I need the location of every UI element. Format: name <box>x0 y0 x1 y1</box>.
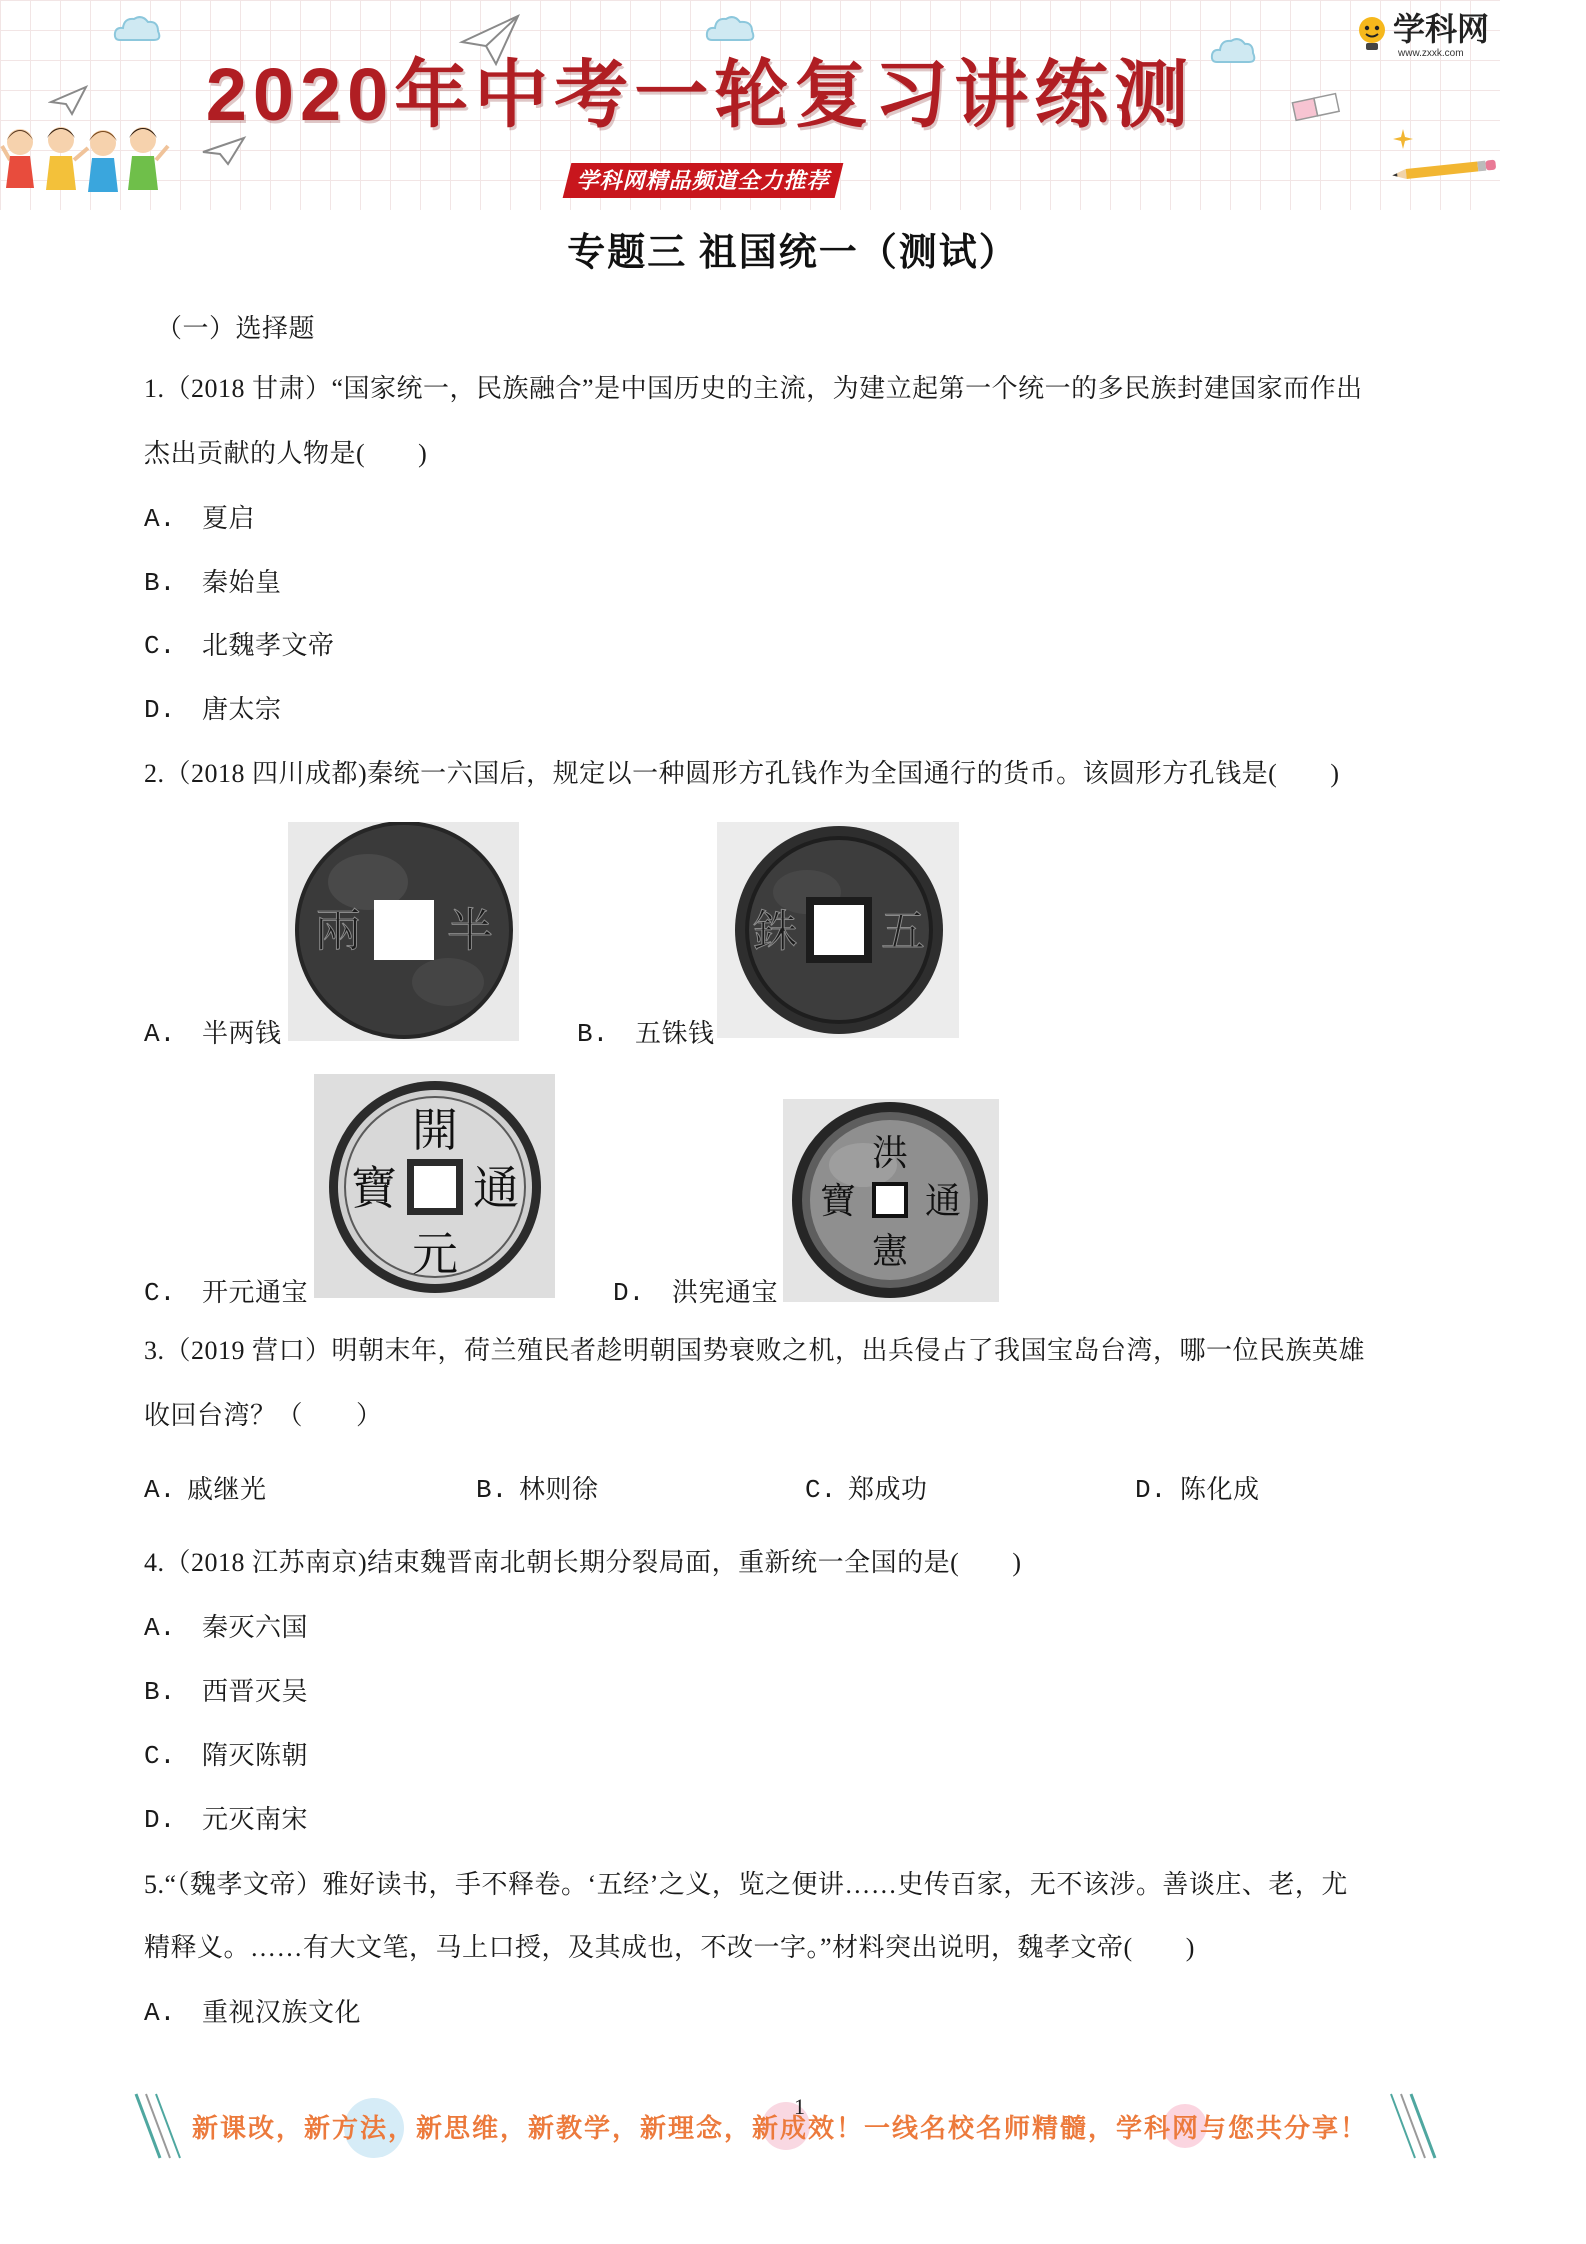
coin-image-wuzhu <box>717 822 959 1038</box>
coin-image-hongxian <box>783 1099 999 1302</box>
option-text: 元灭南宋 <box>202 1805 309 1834</box>
question-text: 3.（2019 营口）明朝末年，荷兰殖民者趁明朝国势衰败之机，出兵侵占了我国宝岛台湾，哪一位民族英雄 <box>144 1336 1366 1365</box>
option-letter: D. <box>613 1278 645 1308</box>
coin-inscription: 洪 <box>871 1133 909 1174</box>
footer-slash-decoration <box>1385 2092 1441 2162</box>
coin-image-banliang <box>288 822 519 1041</box>
coin-inscription: 憲 <box>871 1231 909 1272</box>
question-text: 精释义。……有大文笔，马上口授，及其成也，不改一字。”材料突出说明，魏孝文帝( ) <box>144 1933 1195 1962</box>
option-letter: C. <box>144 1741 176 1771</box>
coin-inscription: 寶 <box>351 1161 397 1215</box>
paper-airplane-icon <box>48 84 90 118</box>
option-letter: A. <box>144 1019 176 1049</box>
option-letter: C. <box>144 1278 176 1308</box>
coin-inscription: 開 <box>412 1103 458 1157</box>
pencil-icon <box>1388 156 1500 184</box>
coin-inscription: 銖 <box>753 906 797 957</box>
coin-inscription: 元 <box>412 1227 458 1281</box>
option-letter: A. <box>144 1475 176 1505</box>
option-text: 北魏孝文帝 <box>202 631 335 660</box>
coin-image-kaiyuan <box>314 1074 555 1298</box>
kid-figure <box>2 129 34 188</box>
option-letter: C. <box>805 1475 837 1505</box>
footer-slogan: 新课改，新方法，新思维，新教学，新理念，新成效！一线名校名师精髓，学科网与您共分享！ <box>192 2113 1369 2143</box>
coin-inscription: 通 <box>473 1161 519 1215</box>
option-text: 半两钱 <box>202 1019 282 1048</box>
option-letter: A. <box>144 1613 176 1643</box>
page-number: 1 <box>794 2094 805 2119</box>
site-logo: 学科网 <box>1393 11 1490 47</box>
option-letter: A. <box>144 504 176 534</box>
option-text: 夏启 <box>202 504 256 533</box>
option-text: 唐太宗 <box>202 695 282 724</box>
option-letter: B. <box>577 1019 609 1049</box>
kids-illustration <box>0 116 170 200</box>
option-text: 开元通宝 <box>202 1278 309 1307</box>
question-text: 杰出贡献的人物是( ) <box>144 439 428 468</box>
option-letter: C. <box>144 631 176 661</box>
eraser-icon <box>1288 90 1344 126</box>
option-letter: B. <box>144 1677 176 1707</box>
kid-figure <box>46 127 88 190</box>
section-heading: （一）选择题 <box>156 314 316 343</box>
question-text: 5.“（魏孝文帝）雅好读书，手不释卷。‘五经’之义，览之便讲……史传百家，无不该涉。善谈庄、老，尤 <box>144 1870 1348 1899</box>
coin-inscription: 寶 <box>819 1181 857 1222</box>
option-text: 陈化成 <box>1180 1475 1260 1504</box>
question-text: 收回台湾？（ ） <box>144 1401 383 1430</box>
option-text: 秦灭六国 <box>202 1613 309 1642</box>
cloud-icon <box>704 12 760 46</box>
option-text: 隋灭陈朝 <box>202 1741 309 1770</box>
option-text: 五铢钱 <box>635 1019 715 1048</box>
footer-slash-decoration <box>130 2092 186 2162</box>
question-text: 1.（2018 甘肃）“国家统一，民族融合”是中国历史的主流，为建立起第一个统一的多民族封建国家而作出 <box>144 374 1363 403</box>
coin-inscription: 五 <box>881 906 925 957</box>
site-url: www.zxxk.com <box>1398 48 1464 59</box>
option-text: 林则徐 <box>519 1475 599 1504</box>
option-text: 重视汉族文化 <box>202 1998 362 2027</box>
document-title: 专题三 祖国统一（测试） <box>567 232 1019 274</box>
option-text: 戚继光 <box>187 1475 267 1504</box>
question-text: 4.（2018 江苏南京)结束魏晋南北朝长期分裂局面，重新统一全国的是( ) <box>144 1548 1022 1577</box>
coin-inscription: 兩 <box>315 903 361 957</box>
option-text: 洪宪通宝 <box>672 1278 779 1307</box>
option-letter: D. <box>1135 1475 1167 1505</box>
option-text: 秦始皇 <box>202 568 282 597</box>
question-text: 2.（2018 四川成都)秦统一六国后，规定以一种圆形方孔钱作为全国通行的货币。该圆形方孔钱是( ) <box>144 759 1340 788</box>
coin-inscription: 通 <box>924 1181 962 1222</box>
coin-inscription: 半 <box>447 903 493 957</box>
option-text: 郑成功 <box>848 1475 928 1504</box>
option-letter: D. <box>144 1805 176 1835</box>
banner-title: 2020年中考一轮复习讲练测 <box>205 53 1195 136</box>
lightbulb-logo-icon <box>1353 14 1391 54</box>
option-text: 西晋灭吴 <box>202 1677 309 1706</box>
cloud-icon <box>112 12 164 46</box>
option-letter: D. <box>144 695 176 725</box>
option-letter: A. <box>144 1998 176 2028</box>
star-icon <box>1392 128 1414 150</box>
recommend-tag: 学科网精品频道全力推荐 <box>576 168 830 193</box>
option-letter: B. <box>476 1475 508 1505</box>
kid-figure <box>88 130 118 192</box>
option-letter: B. <box>144 568 176 598</box>
